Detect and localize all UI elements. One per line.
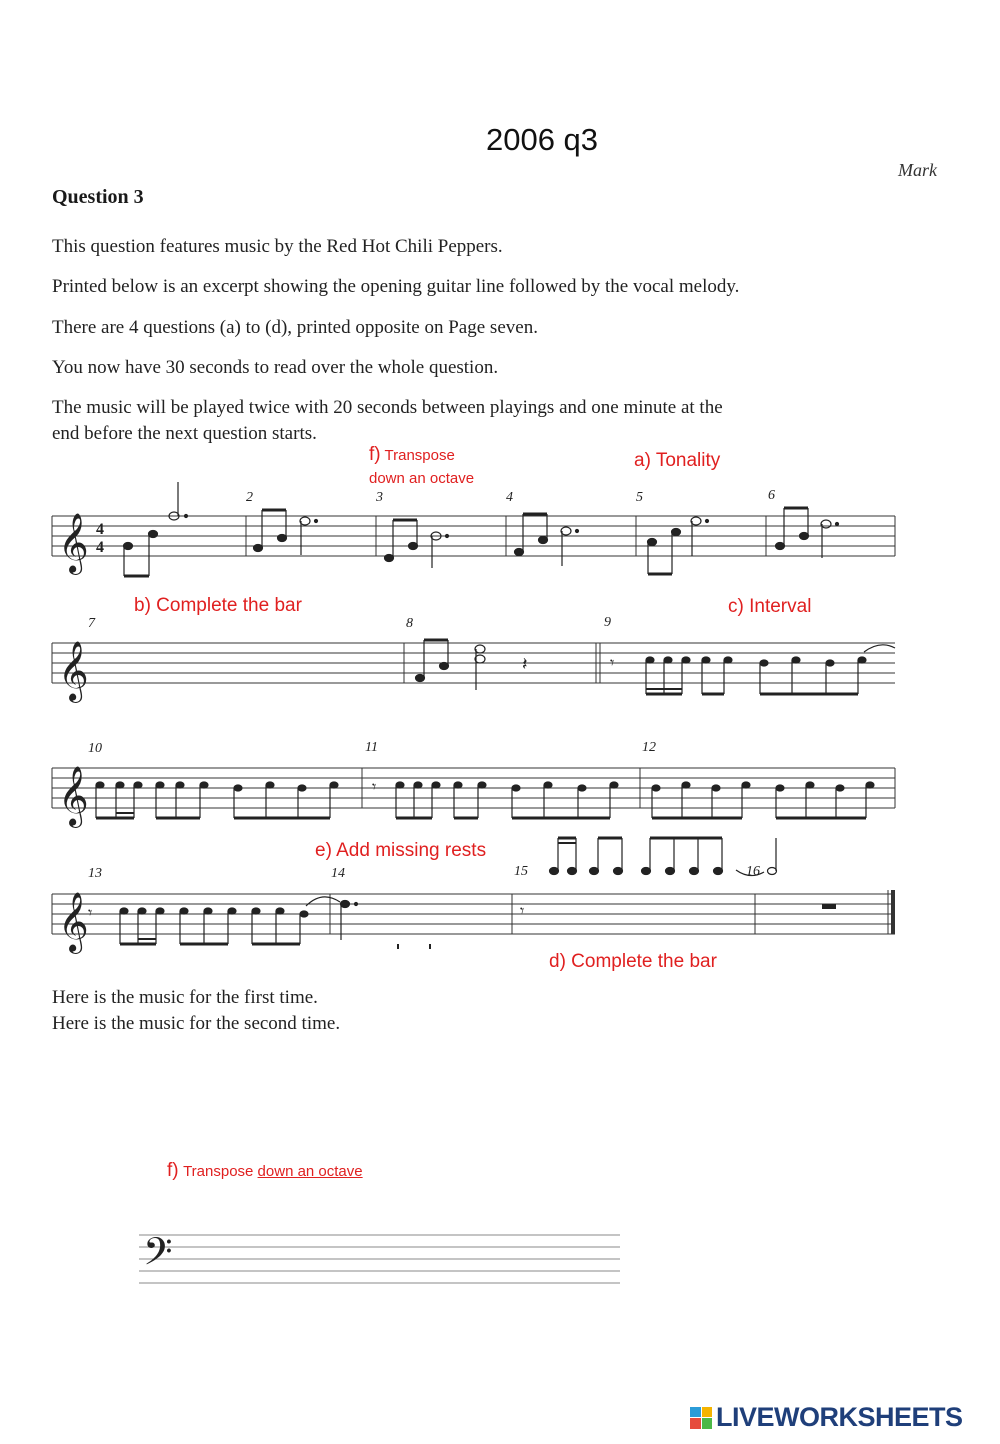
intro-line-1: This question features music by the Red Hot Chili Peppers. xyxy=(52,236,503,257)
bar-number-16: 16 xyxy=(746,864,760,879)
treble-clef-icon-1: 𝄞 xyxy=(58,513,89,573)
page-title: 2006 q3 xyxy=(485,122,599,157)
bar-number-12: 12 xyxy=(642,740,656,755)
treble-clef-icon-3: 𝄞 xyxy=(58,766,89,826)
intro-line-6: end before the next question starts. xyxy=(52,423,317,444)
treble-clef-icon-2: 𝄞 xyxy=(58,641,89,701)
bass-clef-icon: 𝄢 xyxy=(143,1229,173,1283)
annotation-f-top: f) Transpose down an octave xyxy=(369,444,475,487)
intro-line-4: You now have 30 seconds to read over the whole question. xyxy=(52,357,499,378)
bar-number-13: 13 xyxy=(88,866,102,881)
bar-number-5: 5 xyxy=(636,490,643,505)
svg-text:𝄽: 𝄽 xyxy=(522,654,528,674)
bar-number-11: 11 xyxy=(365,740,378,755)
mark-label: Mark xyxy=(898,160,937,180)
question-heading: Question 3 xyxy=(52,186,144,208)
intro-line-3: There are 4 questions (a) to (d), printed opposite on Page seven. xyxy=(52,317,538,338)
notes-system-1 xyxy=(124,482,839,576)
bar-number-9: 9 xyxy=(604,615,611,630)
staff-system-1 xyxy=(52,516,895,556)
brand-name: LIVEWORKSHEETS xyxy=(716,1402,963,1432)
svg-text:𝄾: 𝄾 xyxy=(610,655,615,672)
first-time-line: Here is the music for the first time. xyxy=(52,987,318,1008)
bar-number-15: 15 xyxy=(514,864,528,879)
bar-number-4: 4 xyxy=(506,490,513,505)
bar-number-7: 7 xyxy=(88,616,95,631)
annotation-b-complete-bar: b) Complete the bar xyxy=(134,595,302,616)
bar-number-3: 3 xyxy=(376,490,383,505)
bar-number-8: 8 xyxy=(406,616,413,631)
staff-system-4 xyxy=(52,890,895,934)
notes-system-4 xyxy=(88,897,836,949)
bar-number-10: 10 xyxy=(88,741,102,756)
svg-text:𝄾: 𝄾 xyxy=(520,903,525,920)
second-time-line: Here is the music for the second time. xyxy=(52,1013,341,1034)
time-sig-bottom: 4 xyxy=(96,539,104,556)
notes-system-2 xyxy=(416,640,896,694)
bar-number-6: 6 xyxy=(768,488,775,503)
svg-text:𝄾: 𝄾 xyxy=(88,905,93,922)
task-f-instruction: f) Transpose down an octave xyxy=(167,1160,363,1181)
intro-line-2: Printed below is an excerpt showing the opening guitar line followed by the vocal melody. xyxy=(52,276,740,297)
bar-number-14: 14 xyxy=(331,866,345,881)
annotation-d-complete-bar: d) Complete the bar xyxy=(549,951,717,972)
treble-clef-icon-4: 𝄞 xyxy=(58,892,89,952)
time-sig-top: 4 xyxy=(96,521,104,538)
bass-staff xyxy=(139,1235,620,1283)
liveworksheets-logo-icon xyxy=(690,1407,712,1429)
svg-text:𝄾: 𝄾 xyxy=(372,779,377,796)
intro-line-5: The music will be played twice with 20 seconds between playings and one minute at the xyxy=(52,397,723,418)
annotation-a-tonality: a) Tonality xyxy=(634,450,721,471)
liveworksheets-brand[interactable] xyxy=(690,1402,963,1433)
annotation-e-missing-rests: e) Add missing rests xyxy=(315,840,487,861)
annotation-c-interval: c) Interval xyxy=(728,596,812,617)
bar-number-2: 2 xyxy=(246,490,253,505)
rhythm-hint xyxy=(550,838,777,876)
